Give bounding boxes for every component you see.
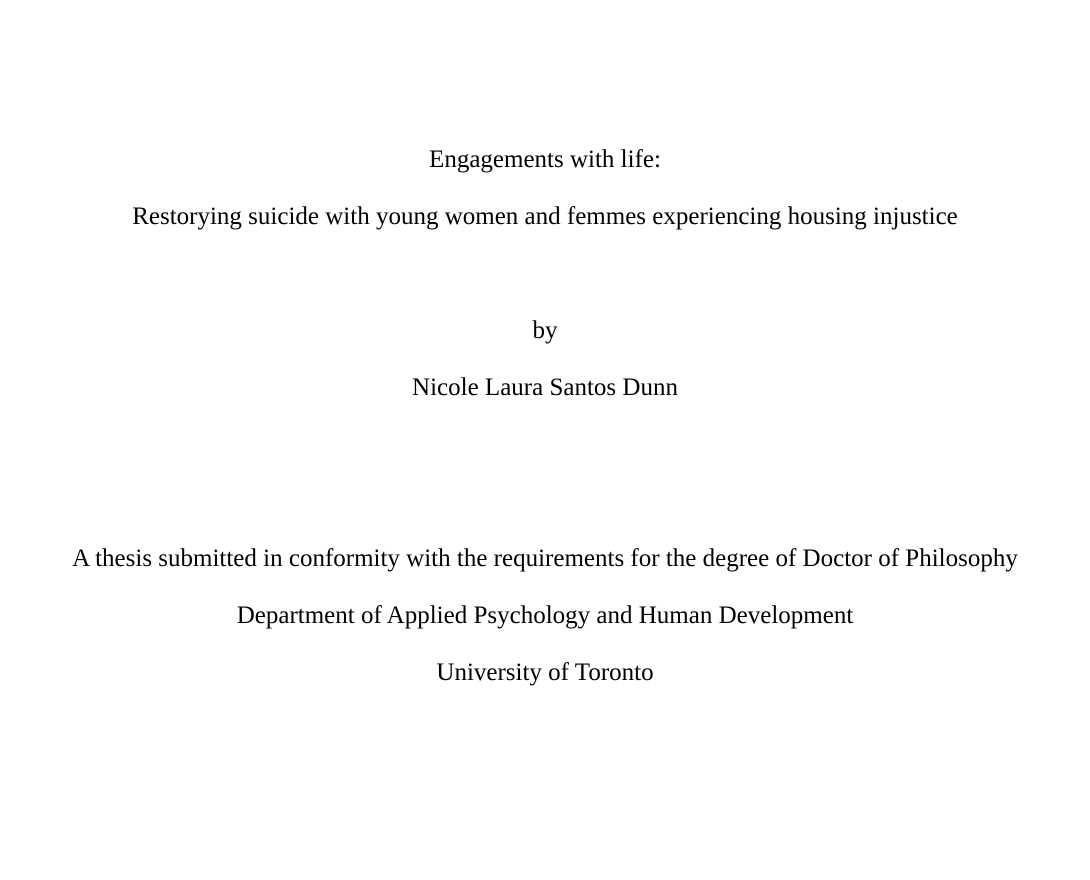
author-name: Nicole Laura Santos Dunn bbox=[412, 374, 678, 401]
thesis-subtitle: Restorying suicide with young women and femmes experiencing housing injustice bbox=[132, 203, 958, 230]
degree-statement: A thesis submitted in conformity with the requirements for the degree of Doctor of Philosophy bbox=[72, 545, 1018, 572]
department-name: Department of Applied Psychology and Human Development bbox=[236, 602, 854, 629]
university-name: University of Toronto bbox=[436, 659, 654, 686]
by-label: by bbox=[532, 317, 558, 344]
thesis-title: Engagements with life: bbox=[429, 146, 661, 173]
